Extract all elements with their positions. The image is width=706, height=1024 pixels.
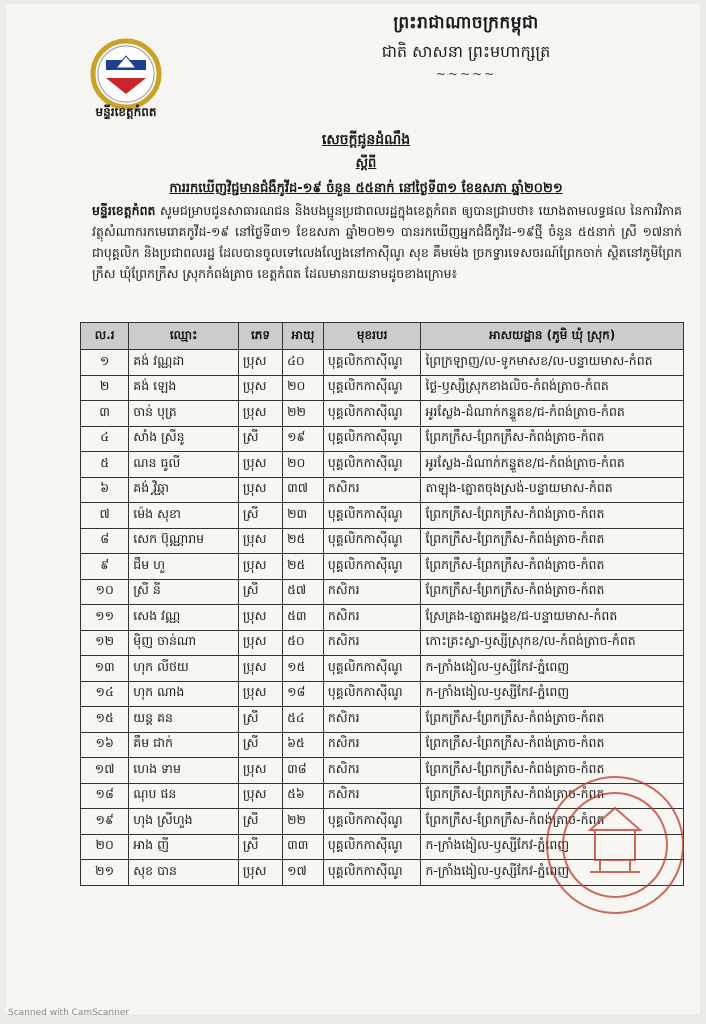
cell-age: ២០ [283, 375, 324, 401]
cell-sex: ស្រី [238, 732, 282, 758]
cell-sex: ស្រី [238, 426, 282, 452]
cell-no: ៩ [81, 554, 129, 580]
kingdom-motto: ជាតិ សាសនា ព្រះមហាក្សត្រ [381, 42, 551, 61]
cell-age: ៥៦ [283, 783, 324, 809]
cell-occupation: បុគ្គលិកកាស៊ីណូ [323, 681, 421, 707]
cell-name: គឹម ជាក់ [129, 732, 239, 758]
cell-sex: ប្រុស [238, 860, 282, 886]
cell-age: ២៥ [283, 528, 324, 554]
cell-name: សុខ បាន [129, 860, 239, 886]
cell-address: ព្រែកក្រឹស-ព្រែកក្រឹស-កំពង់ត្រាច-កំពត [421, 503, 684, 529]
cell-no: ៦ [81, 477, 129, 503]
cell-address: តាឡុង-ត្នោតចុងស្រង់-បន្ទាយមាស-កំពត [421, 477, 684, 503]
cell-age: ១៨ [283, 681, 324, 707]
cell-age: ៣៨ [283, 758, 324, 784]
cell-occupation: កសិករ [323, 783, 421, 809]
table-row [81, 426, 684, 452]
cell-sex: ស្រី [238, 707, 282, 733]
cell-name: គង់ ឡេង [129, 375, 239, 401]
cell-name: គង់ វណ្ណដា [129, 350, 239, 376]
cell-occupation: បុគ្គលិកកាស៊ីណូ [323, 554, 421, 580]
cell-occupation: កសិករ [323, 732, 421, 758]
header-ornament: ~~~~~ [435, 67, 497, 81]
cell-no: ១២ [81, 630, 129, 656]
cell-age: ២៣ [283, 503, 324, 529]
table-row [81, 452, 684, 478]
table-row [81, 809, 684, 835]
cell-address: ព្រែកក្រឹស-ព្រែកក្រឹស-កំពង់ត្រាច-កំពត [421, 783, 684, 809]
cell-name: ស្រី នី [129, 579, 239, 605]
cell-occupation: បុគ្គលិកកាស៊ីណូ [323, 834, 421, 860]
cell-age: ១៧ [283, 860, 324, 886]
cell-sex: ប្រុស [238, 605, 282, 631]
cell-no: ១ [81, 350, 129, 376]
cell-address: ក-ក្រាំងងៀល-ឫស្សីកែវ-ភ្នំពេញ [421, 834, 684, 860]
provincial-logo [90, 38, 162, 110]
cell-no: ៣ [81, 401, 129, 427]
cell-no: ៨ [81, 528, 129, 554]
cell-address: ព្រែកក្រឹស-ព្រែកក្រឹស-កំពង់ត្រាច-កំពត [421, 809, 684, 835]
cell-sex: ស្រី [238, 503, 282, 529]
cell-sex: ស្រី [238, 579, 282, 605]
cell-no: ៥ [81, 452, 129, 478]
cell-occupation: បុគ្គលិកកាស៊ីណូ [323, 452, 421, 478]
cell-no: ១០ [81, 579, 129, 605]
table-row [81, 554, 684, 580]
header-no: ល.រ [81, 323, 129, 350]
cell-address: ព្រែកក្រឹស-ព្រែកក្រឹស-កំពង់ត្រាច-កំពត [421, 707, 684, 733]
cell-name: ម៉េង សុខា [129, 503, 239, 529]
cell-no: ១៨ [81, 783, 129, 809]
table-row [81, 758, 684, 784]
cell-age: ២០ [283, 452, 324, 478]
cell-no: ២១ [81, 860, 129, 886]
cell-address: អូរស្លែង-ដំណាក់កន្ទួតខ/ជ-កំពង់ត្រាច-កំពត [421, 401, 684, 427]
cell-sex: ប្រុស [238, 452, 282, 478]
cell-sex: ប្រុស [238, 528, 282, 554]
table-row [81, 732, 684, 758]
cell-age: ៥៧ [283, 579, 324, 605]
cell-address: ព្រែកក្រឹស-ព្រែកក្រឹស-កំពង់ត្រាច-កំពត [421, 758, 684, 784]
cell-no: ១១ [81, 605, 129, 631]
cell-occupation: កសិករ [323, 758, 421, 784]
cell-occupation: បុគ្គលិកកាស៊ីណូ [323, 860, 421, 886]
cases-table [80, 322, 684, 886]
notice-title: សេចក្តីជូនដំណឹង [321, 132, 411, 148]
table-row [81, 656, 684, 682]
cell-no: ១៧ [81, 758, 129, 784]
intro-body: សូមជម្រាបជូនសាធារណជន និងបងប្អូនប្រជាពលរដ្ឋក្នុងខេត្តកំពត ឲ្យបានជ្រាបថា៖ យោងតាមលទ្ធផល នៃការវិភាគវត្ថុសំណាករកមេរោគកូវីដ-១៩ នៅថ្ងៃទី៣១ ខែឧសភា ឆ្នាំ២០២១ បានរកឃើញអ្នកជំងឺកូវីដ-១៩ថ្មី ចំនួន ៥៥នាក់ ស្រី ១៧នាក់ ជាបុគ្គលិក និងប្រជាពលរដ្ឋ ដែលបានចូលទៅលេងល្បែងនៅកាស៊ីណូ សុខ គឹមម៉េង ច្រកទ្វារទេសចរណ៍ព្រែកចាក់ ស្ថិតនៅភូមិព្រែកក្រឹស ឃុំព្រែកក្រឹស ស្រុកកំពង់ត្រាច ខេត្តកំពត ដែលមានរាយនាមដូចខាងក្រោម៖ [92, 203, 682, 281]
cell-no: ៤ [81, 426, 129, 452]
cell-occupation: កសិករ [323, 707, 421, 733]
table-row [81, 605, 684, 631]
cell-address: ក-ក្រាំងងៀល-ឫស្សីកែវ-ភ្នំពេញ [421, 656, 684, 682]
cell-occupation: បុគ្គលិកកាស៊ីណូ [323, 656, 421, 682]
cell-age: ៥៣ [283, 605, 324, 631]
cell-sex: ប្រុស [238, 783, 282, 809]
cell-name: សេក ប៊ុណ្ណារាម [129, 528, 239, 554]
cell-age: ២៥ [283, 554, 324, 580]
cell-address: ព្រែកក្រឹស-ព្រែកក្រឹស-កំពង់ត្រាច-កំពត [421, 579, 684, 605]
cell-age: ៤០ [283, 350, 324, 376]
cell-name: អាង ញី [129, 834, 239, 860]
cell-sex: ប្រុស [238, 554, 282, 580]
cell-occupation: បុគ្គលិកកាស៊ីណូ [323, 426, 421, 452]
cell-occupation: កសិករ [323, 605, 421, 631]
table-row [81, 503, 684, 529]
cell-occupation: បុគ្គលិកកាស៊ីណូ [323, 401, 421, 427]
cell-age: ៥៤ [283, 707, 324, 733]
cell-sex: ប្រុស [238, 681, 282, 707]
table-row [81, 681, 684, 707]
cell-age: ៣៣ [283, 834, 324, 860]
cell-no: ១៦ [81, 732, 129, 758]
cell-no: ១៣ [81, 656, 129, 682]
cell-occupation: បុគ្គលិកកាស៊ីណូ [323, 375, 421, 401]
cell-sex: ប្រុស [238, 477, 282, 503]
cell-age: ១៥ [283, 656, 324, 682]
cell-name: គង់ វិឆ្ណា [129, 477, 239, 503]
cell-name: ហុក លីថយ [129, 656, 239, 682]
cell-no: ១៤ [81, 681, 129, 707]
cell-name: សាំង ស្រីនូ [129, 426, 239, 452]
cell-occupation: បុគ្គលិកកាស៊ីណូ [323, 528, 421, 554]
header-address: អាសយដ្ឋាន (ភូមិ ឃុំ ស្រុក) [421, 323, 684, 350]
cell-age: ២២ [283, 809, 324, 835]
cell-name: ជឹម ហួ [129, 554, 239, 580]
cell-no: ១៩ [81, 809, 129, 835]
notice-subject-label: ស្តីពី [355, 156, 377, 171]
cell-occupation: បុគ្គលិកកាស៊ីណូ [323, 350, 421, 376]
cell-age: ២២ [283, 401, 324, 427]
cell-occupation: កសិករ [323, 477, 421, 503]
cell-age: ១៩ [283, 426, 324, 452]
header-occupation: មុខរបរ [323, 323, 421, 350]
cell-address: ព្រៃក្រឡាញ/ល-ទូកមាសខ/ល-បន្ទាយមាស-កំពត [421, 350, 684, 376]
cell-no: ២ [81, 375, 129, 401]
cell-name: យន្ត គន [129, 707, 239, 733]
cell-sex: ប្រុស [238, 375, 282, 401]
cell-age: ៣៧ [283, 477, 324, 503]
cell-sex: ប្រុស [238, 656, 282, 682]
cell-name: សេង វណ្ណ [129, 605, 239, 631]
cell-sex: ប្រុស [238, 350, 282, 376]
cell-name: ចាន់ បុត្រ [129, 401, 239, 427]
header-sex: ភេទ [238, 323, 282, 350]
table-row [81, 707, 684, 733]
scanner-watermark: Scanned with CamScanner [8, 1008, 130, 1018]
cell-name: ហុង ស្រីហួង [129, 809, 239, 835]
cell-sex: ស្រី [238, 809, 282, 835]
cell-occupation: កសិករ [323, 630, 421, 656]
cell-occupation: បុគ្គលិកកាស៊ីណូ [323, 503, 421, 529]
cell-age: ៦៥ [283, 732, 324, 758]
cell-sex: ប្រុស [238, 401, 282, 427]
kingdom-title: ព្រះរាជាណាចក្រកម្ពុជា [393, 13, 539, 33]
cell-no: ៧ [81, 503, 129, 529]
header-age: អាយុ [283, 323, 324, 350]
table-row [81, 783, 684, 809]
table-row [81, 860, 684, 886]
cell-address: ក-ក្រាំងងៀល-ឫស្សីកែវ-ភ្នំពេញ [421, 860, 684, 886]
cell-name: ម៉ិញ ចាន់ណា [129, 630, 239, 656]
cell-address: អូរស្លែង-ដំណាក់កន្ទួតខ/ជ-កំពង់ត្រាច-កំពត [421, 452, 684, 478]
cell-sex: ស្រី [238, 834, 282, 860]
cell-address: ថ្ងៃ-ឫស្សីស្រុកខាងលិច-កំពង់ត្រាច-កំពត [421, 375, 684, 401]
header-name: ឈ្មោះ [129, 323, 239, 350]
cell-address: ព្រែកក្រឹស-ព្រែកក្រឹស-កំពង់ត្រាច-កំពត [421, 732, 684, 758]
table-header-row [81, 323, 684, 350]
table-row [81, 630, 684, 656]
intro-paragraph [92, 200, 682, 284]
cell-address: ស្រែគ្រង-ត្នោតអង្គខ/ជ-បន្ទាយមាស-កំពត [421, 605, 684, 631]
logo-caption: មន្ទីរខេត្តកំពត [95, 105, 157, 119]
cell-address: ព្រែកក្រឹស-ព្រែកក្រឹស-កំពង់ត្រាច-កំពត [421, 528, 684, 554]
cell-sex: ប្រុស [238, 630, 282, 656]
cell-address: ក-ក្រាំងងៀល-ឫស្សីកែវ-ភ្នំពេញ [421, 681, 684, 707]
cell-address: ព្រែកក្រឹស-ព្រែកក្រឹស-កំពង់ត្រាច-កំពត [421, 554, 684, 580]
cell-sex: ប្រុស [238, 758, 282, 784]
cell-name: ហេង ទាម [129, 758, 239, 784]
table-row [81, 350, 684, 376]
intro-lead: មន្ទីរខេត្តកំពត [92, 203, 156, 218]
cell-no: ១៥ [81, 707, 129, 733]
table-row [81, 375, 684, 401]
table-row [81, 477, 684, 503]
cell-name: ណន ធូលី [129, 452, 239, 478]
logo-emblem-icon [90, 38, 162, 110]
notice-subject: ការរកឃើញវិជ្ជមានជំងឺកូវីដ-១៩ ចំនួន ៥៥នាក់ នៅថ្ងៃទី៣១ ខែឧសភា ឆ្នាំ២០២១ [169, 181, 563, 196]
cell-address: កោះគ្រះស្វា-ឫស្សីស្រុកខ/ល-កំពង់ត្រាច-កំពត [421, 630, 684, 656]
cell-address: ព្រែកក្រឹស-ព្រែកក្រឹស-កំពង់ត្រាច-កំពត [421, 426, 684, 452]
cell-age: ៥០ [283, 630, 324, 656]
cell-name: ហុក ណាង [129, 681, 239, 707]
cell-occupation: កសិករ [323, 579, 421, 605]
notice-title-block [106, 130, 626, 199]
table-row [81, 401, 684, 427]
table-row [81, 834, 684, 860]
cell-occupation: បុគ្គលិកកាស៊ីណូ [323, 809, 421, 835]
cell-no: ២០ [81, 834, 129, 860]
kingdom-header [256, 12, 676, 81]
table-row [81, 579, 684, 605]
table-row [81, 528, 684, 554]
cell-name: ណុប ផន [129, 783, 239, 809]
